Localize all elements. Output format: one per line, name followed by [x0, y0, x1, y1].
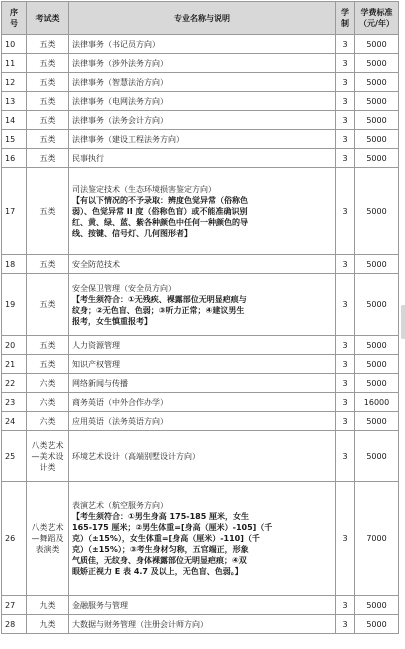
row-major-name: 法律事务（电网法务方向） — [69, 92, 336, 111]
table-header-row — [2, 2, 399, 35]
table-row — [2, 596, 399, 615]
row-study-years: 3 — [336, 168, 355, 255]
header-study-years: 学 制 — [336, 2, 355, 35]
table-body — [2, 35, 399, 634]
row-exam-category: 九类 — [27, 596, 69, 615]
row-major-name: 民事执行 — [69, 149, 336, 168]
row-study-years: 3 — [336, 615, 355, 634]
row-exam-category: 五类 — [27, 274, 69, 336]
table-row — [2, 54, 399, 73]
table-row — [2, 130, 399, 149]
row-exam-category: 八类艺术 —美术设 计类 — [27, 431, 69, 482]
row-exam-category: 五类 — [27, 54, 69, 73]
row-major-name: 知识产权管理 — [69, 355, 336, 374]
table-row — [2, 482, 399, 596]
header-tuition-fee: 学费标准 （元/年） — [355, 2, 399, 35]
row-tuition-fee: 7000 — [355, 482, 399, 596]
row-exam-category: 五类 — [27, 168, 69, 255]
row-tuition-fee: 5000 — [355, 130, 399, 149]
row-serial-number: 20 — [2, 336, 27, 355]
row-study-years: 3 — [336, 431, 355, 482]
row-exam-category: 五类 — [27, 355, 69, 374]
row-study-years: 3 — [336, 482, 355, 596]
row-major-name: 网络新闻与传播 — [69, 374, 336, 393]
row-tuition-fee: 5000 — [355, 615, 399, 634]
row-study-years: 3 — [336, 355, 355, 374]
row-study-years: 3 — [336, 111, 355, 130]
row-serial-number: 14 — [2, 111, 27, 130]
row-major-name: 法律事务（书记员方向） — [69, 35, 336, 54]
row-serial-number: 21 — [2, 355, 27, 374]
table-row — [2, 35, 399, 54]
table-row — [2, 374, 399, 393]
row-serial-number: 16 — [2, 149, 27, 168]
row-major-name: 应用英语（法务英语方向） — [69, 412, 336, 431]
row-study-years: 3 — [336, 274, 355, 336]
row-major-name: 大数据与财务管理（注册会计师方向） — [69, 615, 336, 634]
table-row — [2, 149, 399, 168]
row-exam-category: 五类 — [27, 92, 69, 111]
row-tuition-fee: 5000 — [355, 336, 399, 355]
row-tuition-fee: 5000 — [355, 255, 399, 274]
row-tuition-fee: 5000 — [355, 92, 399, 111]
row-study-years: 3 — [336, 92, 355, 111]
row-exam-category: 六类 — [27, 374, 69, 393]
row-exam-category: 五类 — [27, 73, 69, 92]
row-tuition-fee: 5000 — [355, 73, 399, 92]
row-study-years: 3 — [336, 73, 355, 92]
row-serial-number: 13 — [2, 92, 27, 111]
row-major-name: 法律事务（法务会计方向） — [69, 111, 336, 130]
side-scroll-handle[interactable] — [401, 305, 405, 339]
row-tuition-fee: 5000 — [355, 111, 399, 130]
header-exam-category: 考试类 — [27, 2, 69, 35]
header-major-name: 专业名称与说明 — [69, 2, 336, 35]
row-tuition-fee: 16000 — [355, 393, 399, 412]
row-serial-number: 25 — [2, 431, 27, 482]
row-study-years: 3 — [336, 412, 355, 431]
table-row — [2, 92, 399, 111]
row-exam-category: 五类 — [27, 35, 69, 54]
row-major-name: 环境艺术设计（高端别墅设计方向） — [69, 431, 336, 482]
table-row — [2, 412, 399, 431]
row-serial-number: 17 — [2, 168, 27, 255]
row-tuition-fee: 5000 — [355, 168, 399, 255]
row-major-name: 安全防范技术 — [69, 255, 336, 274]
row-exam-category: 五类 — [27, 255, 69, 274]
row-serial-number: 10 — [2, 35, 27, 54]
row-major-name: 商务英语（中外合作办学） — [69, 393, 336, 412]
table-row — [2, 336, 399, 355]
table-row — [2, 274, 399, 336]
row-serial-number: 27 — [2, 596, 27, 615]
row-tuition-fee: 5000 — [355, 596, 399, 615]
row-serial-number: 28 — [2, 615, 27, 634]
row-study-years: 3 — [336, 596, 355, 615]
table-row — [2, 73, 399, 92]
row-study-years: 3 — [336, 149, 355, 168]
table-row — [2, 255, 399, 274]
row-major-name: 法律事务（建设工程法务方向） — [69, 130, 336, 149]
row-study-years: 3 — [336, 130, 355, 149]
row-tuition-fee: 5000 — [355, 274, 399, 336]
table-row — [2, 111, 399, 130]
table-row — [2, 355, 399, 374]
row-study-years: 3 — [336, 255, 355, 274]
row-major-name: 安全保卫管理（安全员方向） 【考生须符合：①无残疾、裸露部位无明显疤痕与 纹身；②无色盲、色弱；③听力正常；④建议男生 报考，女生慎重报考】 — [69, 274, 336, 336]
row-study-years: 3 — [336, 54, 355, 73]
row-exam-category: 六类 — [27, 412, 69, 431]
row-tuition-fee: 5000 — [355, 149, 399, 168]
row-tuition-fee: 5000 — [355, 431, 399, 482]
table-row — [2, 431, 399, 482]
table-row — [2, 615, 399, 634]
row-serial-number: 18 — [2, 255, 27, 274]
row-serial-number: 26 — [2, 482, 27, 596]
row-exam-category: 五类 — [27, 336, 69, 355]
row-exam-category: 八类艺术 —舞蹈及 表演类 — [27, 482, 69, 596]
row-serial-number: 22 — [2, 374, 27, 393]
row-tuition-fee: 5000 — [355, 412, 399, 431]
row-serial-number: 12 — [2, 73, 27, 92]
row-serial-number: 23 — [2, 393, 27, 412]
table-row — [2, 393, 399, 412]
row-serial-number: 24 — [2, 412, 27, 431]
row-exam-category: 五类 — [27, 130, 69, 149]
row-study-years: 3 — [336, 35, 355, 54]
row-study-years: 3 — [336, 374, 355, 393]
row-tuition-fee: 5000 — [355, 355, 399, 374]
row-exam-category: 九类 — [27, 615, 69, 634]
header-serial-number: 序 号 — [2, 2, 27, 35]
row-study-years: 3 — [336, 336, 355, 355]
row-major-name: 司法鉴定技术（生态环境损害鉴定方向） 【有以下情况的不予录取：辨度色觉异常（俗称色 弱）、色觉异常 II 度（俗称色盲）或不能准确识别 红、黄、绿、蓝、紫各种颜色中任何一种颜色的导 线、按键、信号灯、几何图形者】 — [69, 168, 336, 255]
row-major-name: 金融服务与管理 — [69, 596, 336, 615]
row-serial-number: 15 — [2, 130, 27, 149]
row-exam-category: 五类 — [27, 111, 69, 130]
row-major-name: 表演艺术（航空服务方向） 【考生须符合：①男生身高 175-185 厘米，女生 165-175 厘米；②男生体重=[身高（厘米）-105]（千 克）（±15%），女生体重=[身高（厘米）-110]（千 克）（±15%）；③考生身材匀称，五官端正，形象 气质佳，无纹身、身体裸露部位无明显疤痕；④双 眼矫正视力 E 表 4.7 及以上，无色盲、色弱。】 — [69, 482, 336, 596]
row-tuition-fee: 5000 — [355, 374, 399, 393]
row-major-name: 法律事务（智慧法治方向） — [69, 73, 336, 92]
row-tuition-fee: 5000 — [355, 35, 399, 54]
table-row — [2, 168, 399, 255]
row-study-years: 3 — [336, 393, 355, 412]
row-major-name: 法律事务（涉外法务方向） — [69, 54, 336, 73]
row-exam-category: 六类 — [27, 393, 69, 412]
row-major-name: 人力资源管理 — [69, 336, 336, 355]
row-exam-category: 五类 — [27, 149, 69, 168]
major-fee-table — [1, 1, 399, 634]
row-tuition-fee: 5000 — [355, 54, 399, 73]
row-serial-number: 19 — [2, 274, 27, 336]
tuition-table-sheet — [1, 1, 399, 634]
row-serial-number: 11 — [2, 54, 27, 73]
